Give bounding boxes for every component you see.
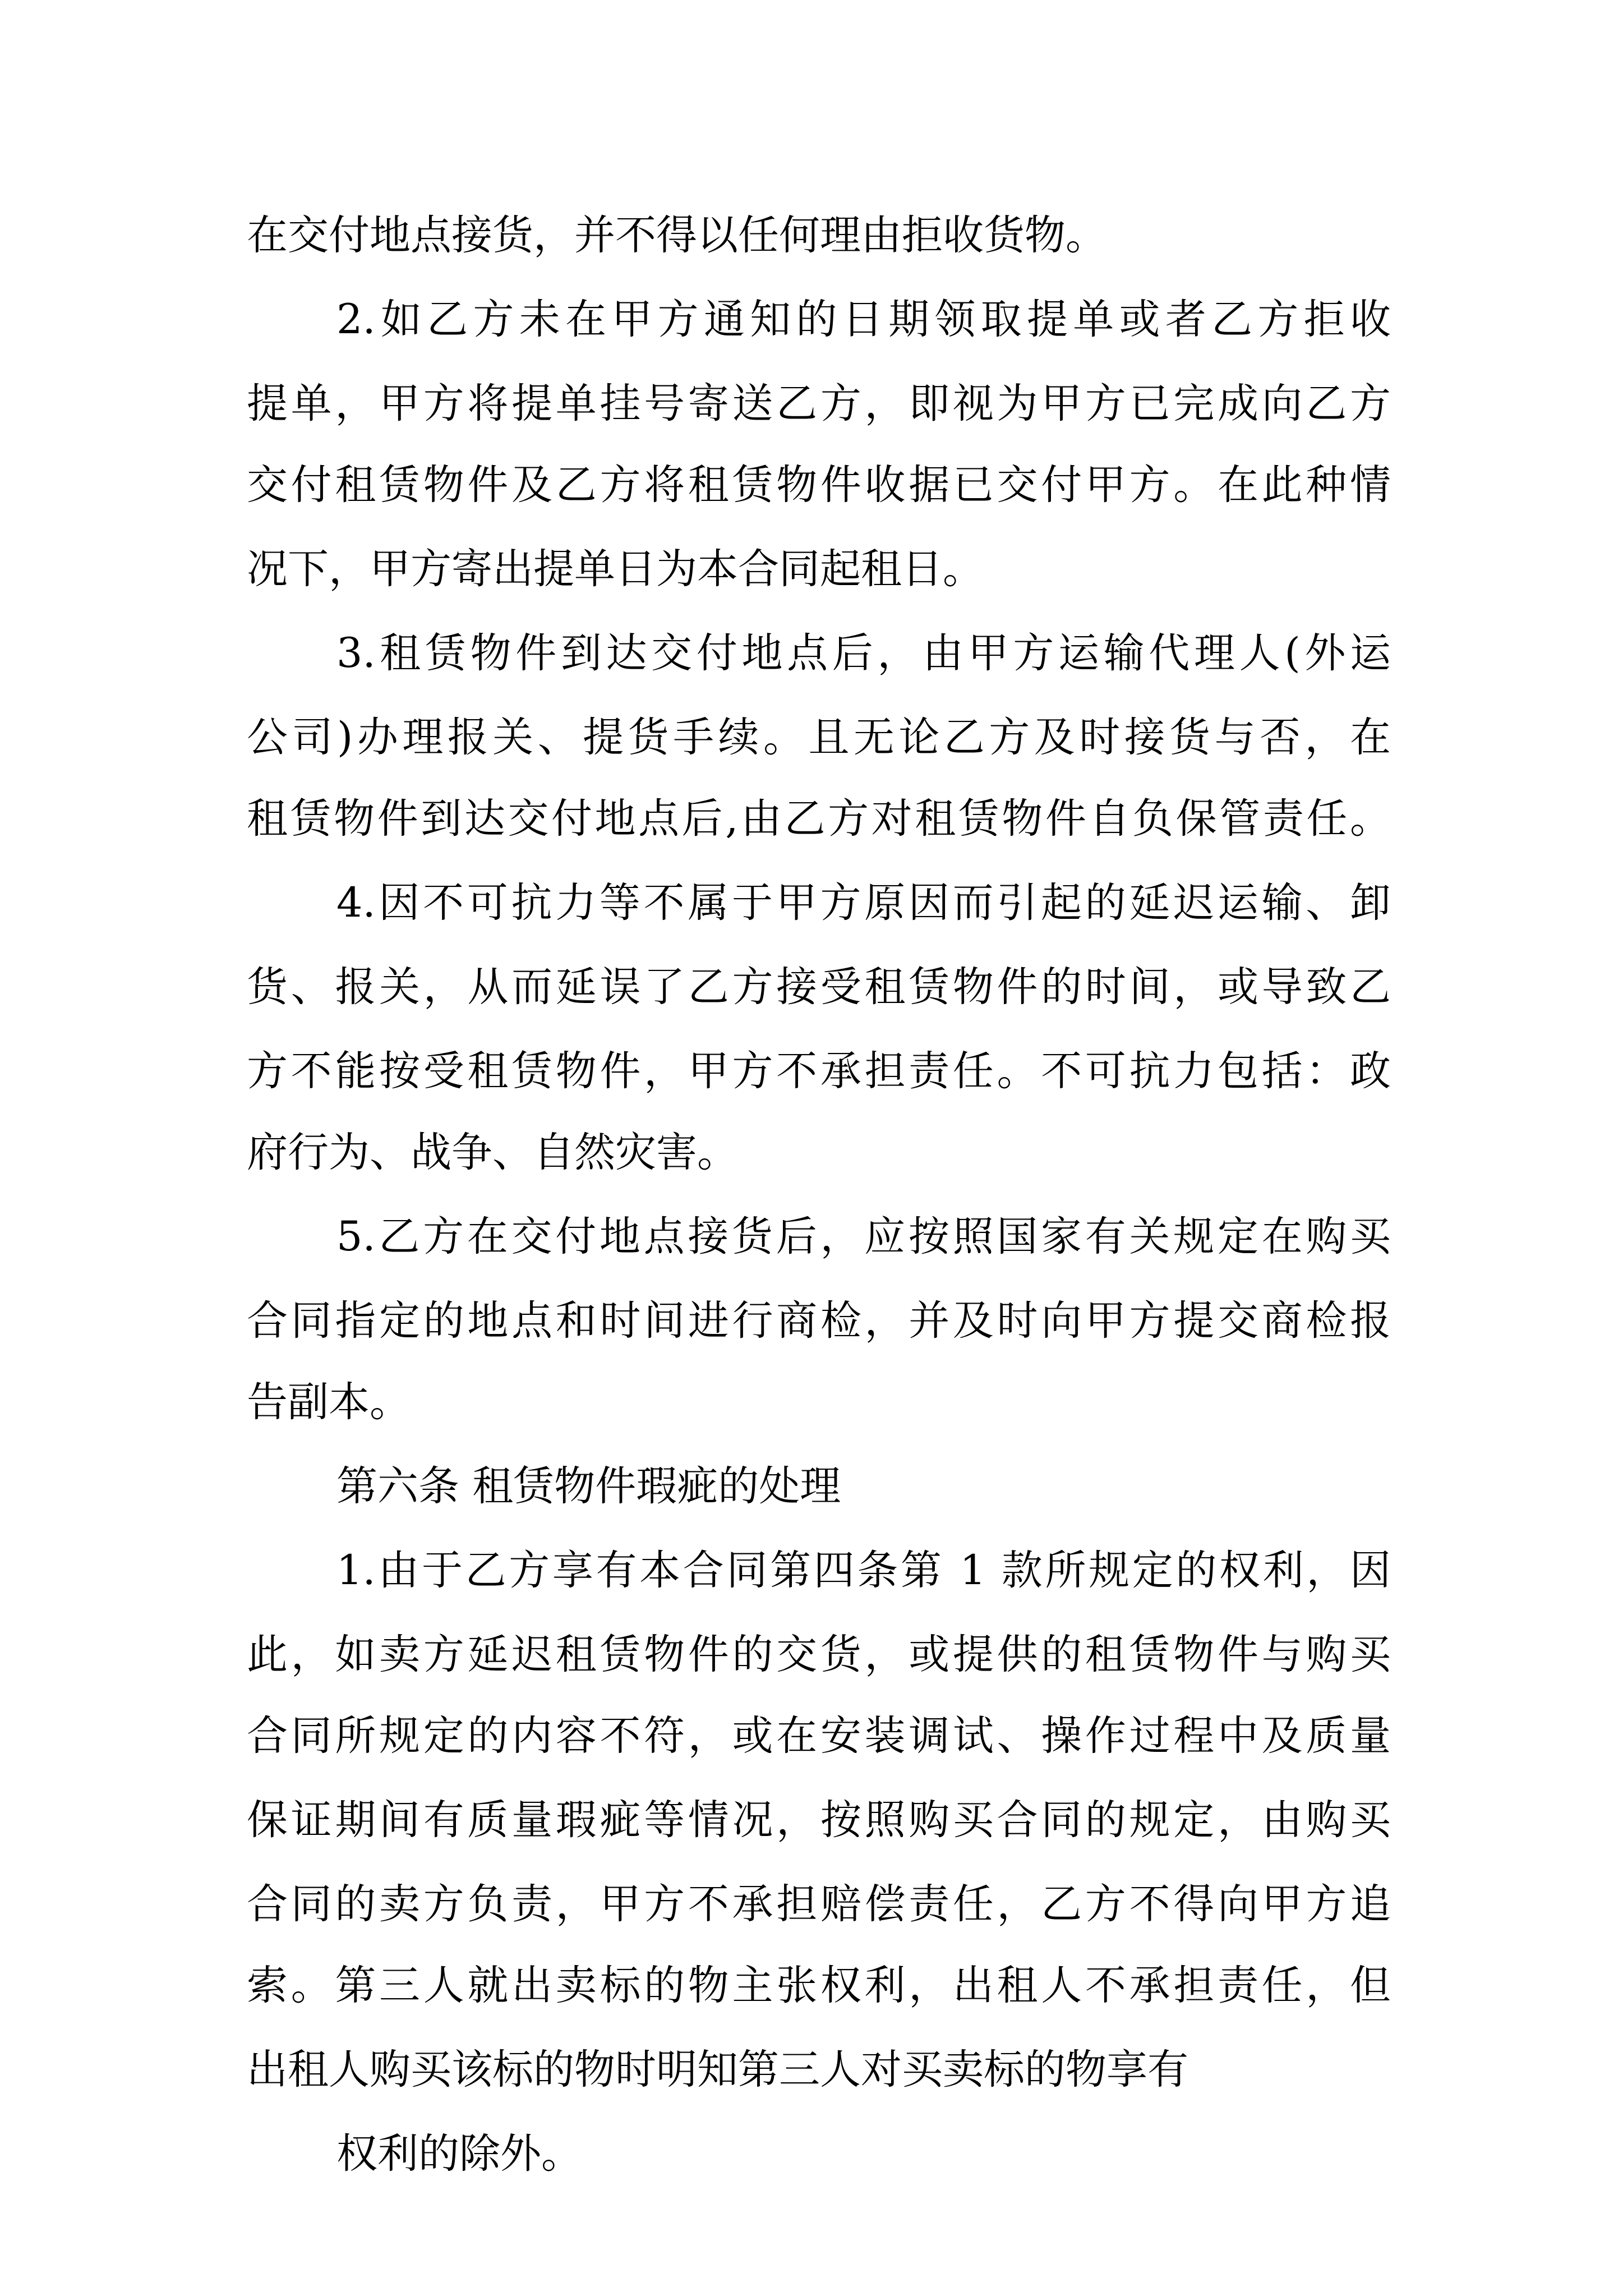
text-line-1: 在交付地点接货，并不得以任何理由拒收货物。 bbox=[247, 211, 1106, 259]
text-line-11: 方不能按受租赁物件，甲方不承担责任。不可抗力包括：政 bbox=[247, 1047, 1391, 1095]
text-line-14: 合同指定的地点和时间进行商检，并及时向甲方提交商检报 bbox=[247, 1297, 1391, 1345]
section-heading: 第六条 租赁物件瑕疵的处理 bbox=[336, 1462, 841, 1510]
text-line-8: 租赁物件到达交付地点后,由乙方对租赁物件自负保管责任。 bbox=[247, 795, 1391, 843]
text-line-9: 4.因不可抗力等不属于甲方原因而引起的延迟运输、卸 bbox=[336, 879, 1391, 927]
text-line-12: 府行为、战争、自然灾害。 bbox=[247, 1129, 738, 1176]
text-line-2: 2.如乙方未在甲方通知的日期领取提单或者乙方拒收 bbox=[336, 296, 1391, 343]
text-line-6: 3.租赁物件到达交付地点后，由甲方运输代理人(外运 bbox=[336, 629, 1391, 677]
text-line-10: 货、报关，从而延误了乙方接受租赁物件的时间，或导致乙 bbox=[247, 963, 1391, 1011]
text-line-20: 保证期间有质量瑕疵等情况，按照购买合同的规定，由购买 bbox=[247, 1796, 1391, 1844]
text-line-18: 此，如卖方延迟租赁物件的交货，或提供的租赁物件与购买 bbox=[247, 1631, 1391, 1678]
text-line-15: 告副本。 bbox=[247, 1378, 411, 1426]
text-line-7: 公司)办理报关、提货手续。且无论乙方及时接货与否，在 bbox=[247, 714, 1391, 761]
text-line-19: 合同所规定的内容不符，或在安装调试、操作过程中及质量 bbox=[247, 1712, 1391, 1760]
text-line-21: 合同的卖方负责，甲方不承担赔偿责任，乙方不得向甲方追 bbox=[247, 1880, 1391, 1928]
text-line-24: 权利的除外。 bbox=[336, 2130, 582, 2178]
text-line-4: 交付租赁物件及乙方将租赁物件收据已交付甲方。在此种情 bbox=[247, 461, 1391, 509]
text-line-5: 况下，甲方寄出提单日为本合同起租日。 bbox=[247, 545, 984, 593]
text-line-23: 出租人购买该标的物时明知第三人对买卖标的物享有 bbox=[247, 2046, 1188, 2093]
text-line-3: 提单，甲方将提单挂号寄送乙方，即视为甲方已完成向乙方 bbox=[247, 380, 1391, 427]
text-line-22: 索。第三人就出卖标的物主张权利，出租人不承担责任，但 bbox=[247, 1962, 1391, 2009]
text-line-17: 1.由于乙方享有本合同第四条第 1 款所规定的权利，因 bbox=[336, 1547, 1391, 1594]
text-line-13: 5.乙方在交付地点接货后，应按照国家有关规定在购买 bbox=[336, 1213, 1391, 1260]
